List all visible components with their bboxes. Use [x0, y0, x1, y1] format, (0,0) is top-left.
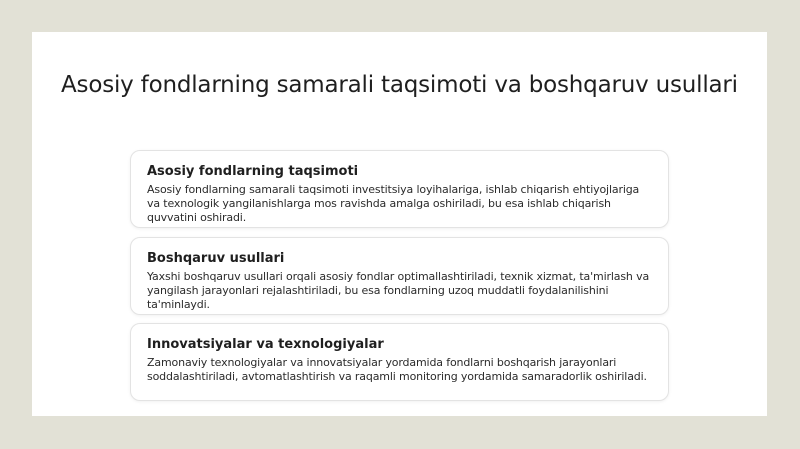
slide-title: Asosiy fondlarning samarali taqsimoti va boshqaruv usullari	[61, 72, 738, 98]
card-fund-distribution	[130, 150, 669, 228]
card-title: Innovatsiyalar va texnologiyalar	[147, 337, 384, 352]
card-innovations	[130, 323, 669, 401]
card-text: Yaxshi boshqaruv usullari orqali asosiy fondlar optimallashtiriladi, texnik xizmat, ta'mirlash va yangilash jarayonlari rejalashtiriladi, bu esa fondlarning uzoq muddatli foydalanilishini ta'minlaydi.	[147, 270, 650, 311]
card-text: Asosiy fondlarning samarali taqsimoti investitsiya loyihalariga, ishlab chiqarish ehtiyojlariga va texnologik yangilanishlarga mos ravishda amalga oshiriladi, bu esa ishlab chiqarish quvvatini oshiradi.	[147, 183, 640, 224]
card-management-methods	[130, 237, 669, 315]
card-title: Asosiy fondlarning taqsimoti	[147, 164, 359, 179]
card-text: Zamonaviy texnologiyalar va innovatsiyalar yordamida fondlarni boshqarish jarayonlari soddalashtiriladi, avtomatlashtirish va raqamli monitoring yordamida samaradorlik oshiriladi.	[147, 356, 647, 383]
card-title: Boshqaruv usullari	[147, 251, 285, 266]
slide	[32, 32, 767, 416]
